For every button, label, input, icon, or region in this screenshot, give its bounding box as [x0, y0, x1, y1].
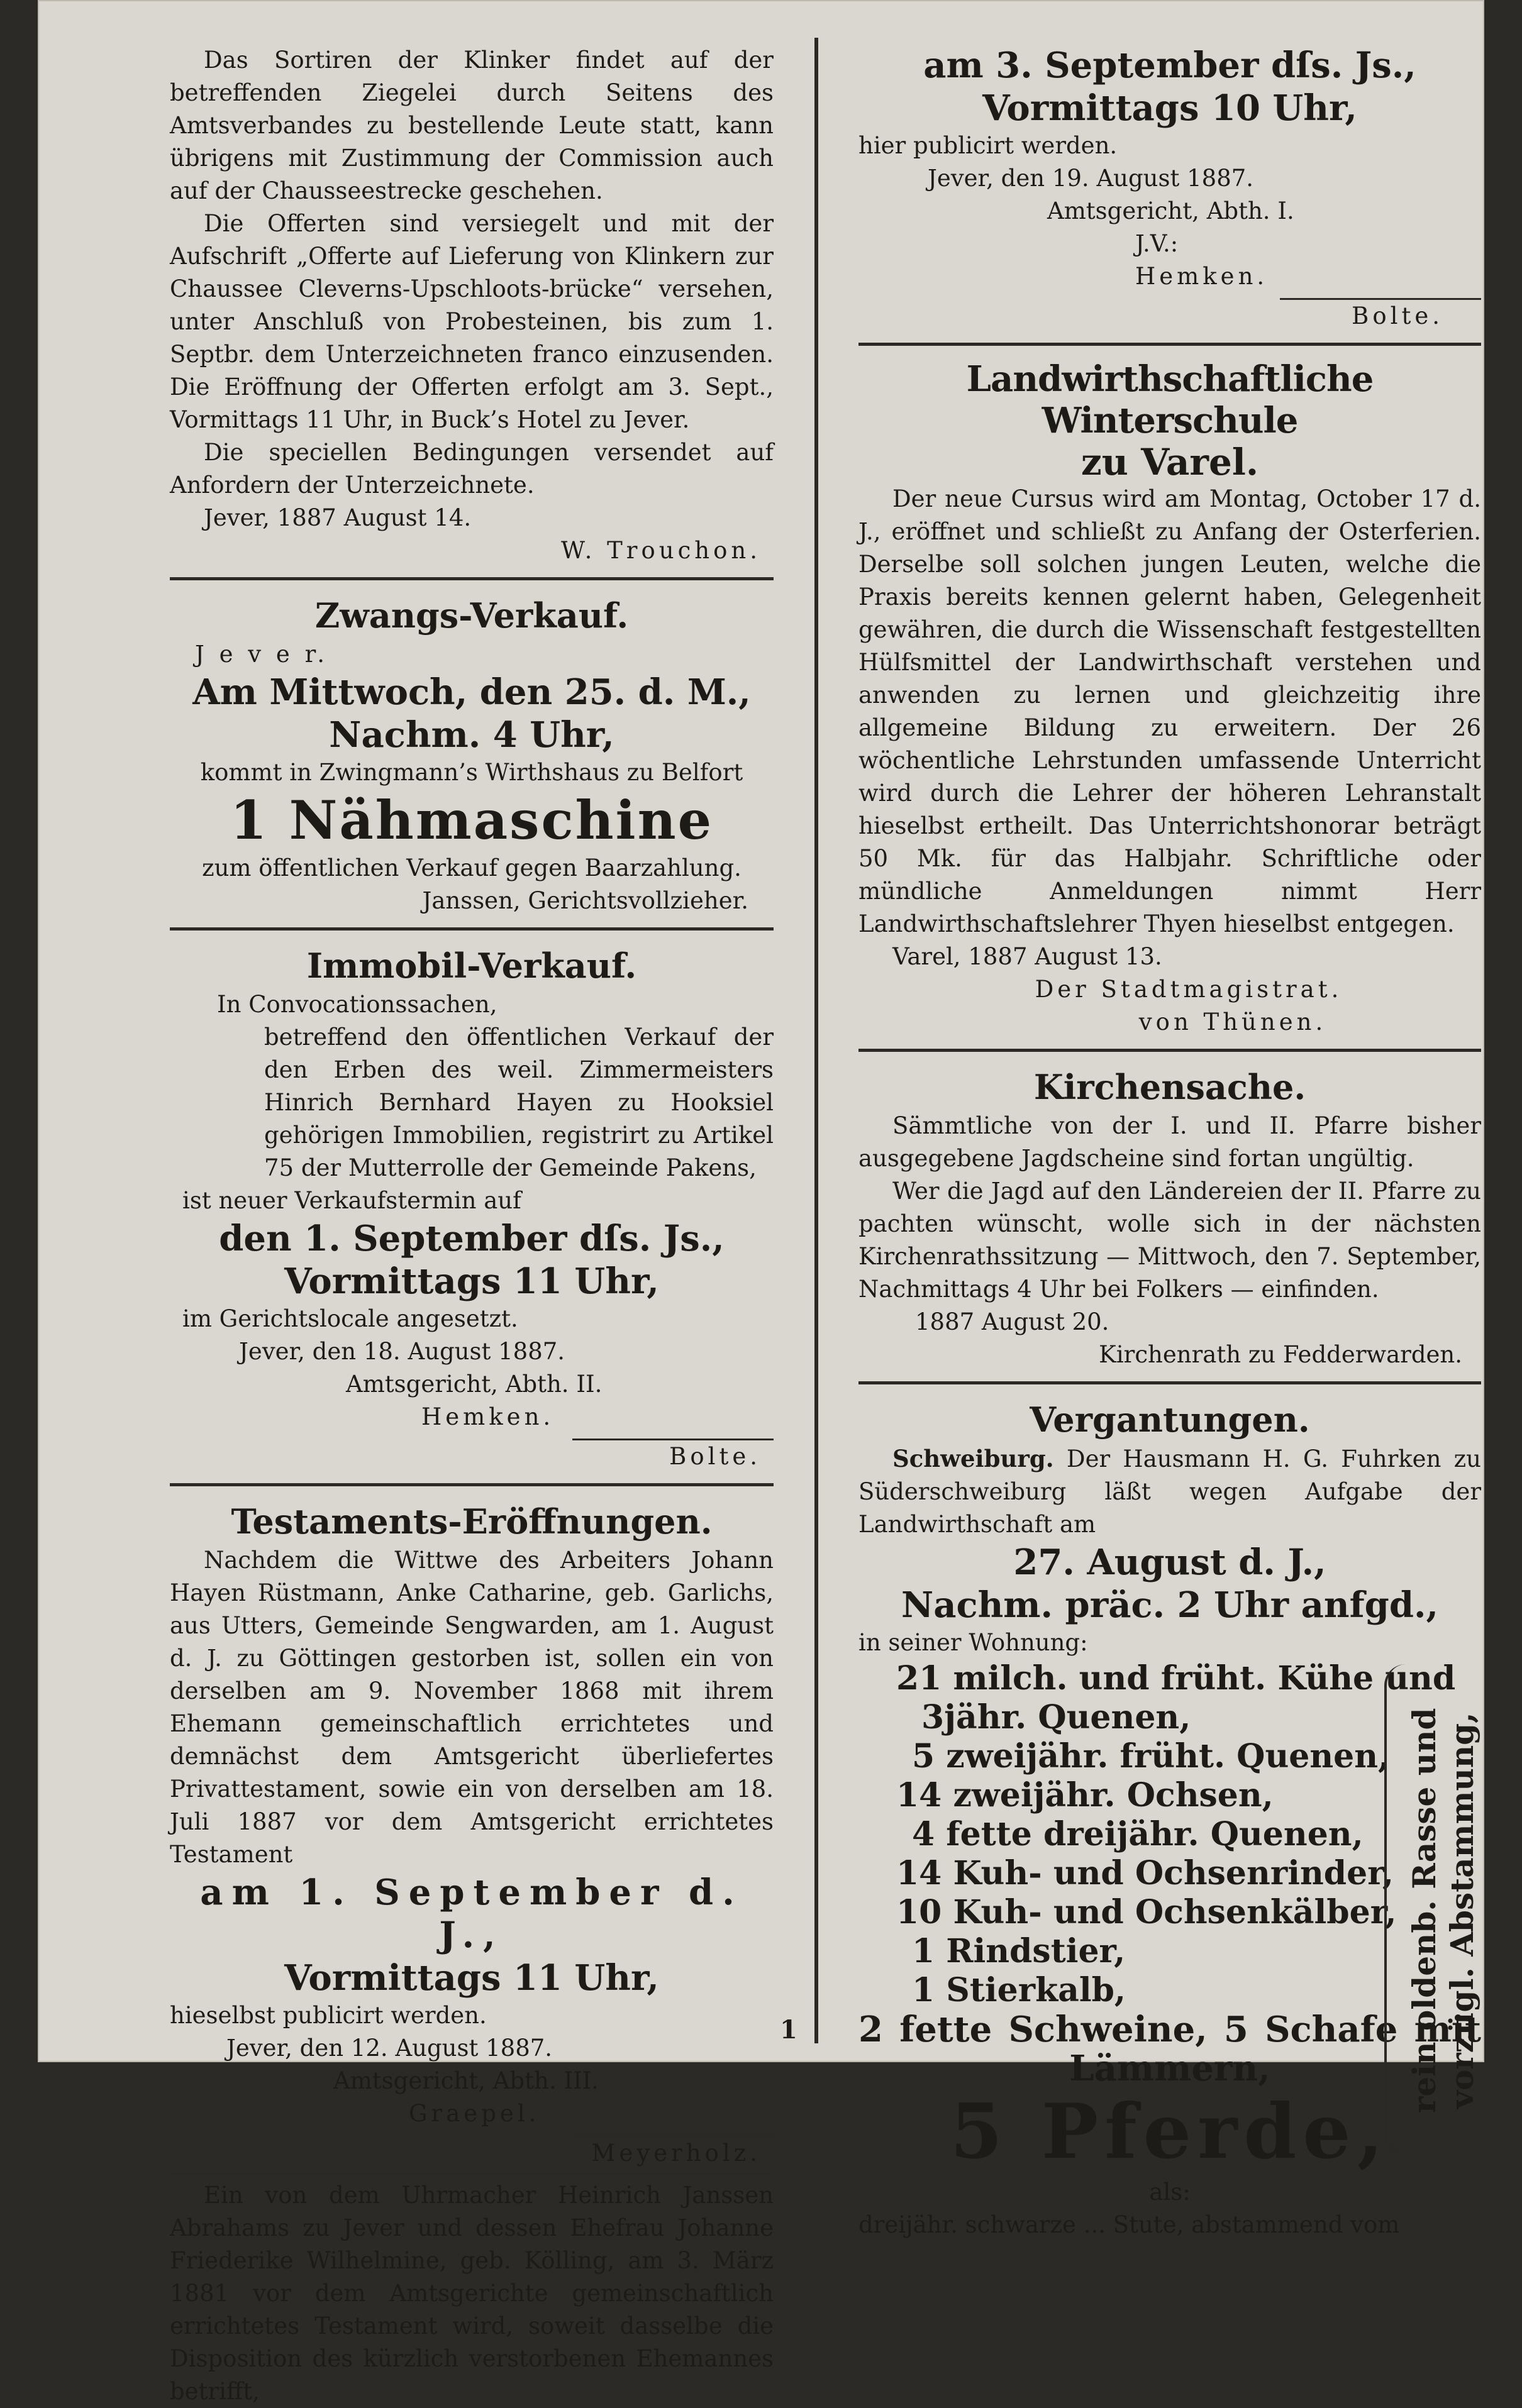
section-rule	[170, 577, 774, 580]
publication-text: hier publicirt werden.	[858, 132, 1118, 159]
klinker-date: Jever, 1887 August 14.	[204, 504, 472, 531]
immobil-verkauf-text-1: In Convocationssachen,	[217, 991, 497, 1018]
kirchensache-text-2: Wer die Jagd auf den Ländereien der II. Pfarre zu pachten wünscht, wolle sich in der nächsten Kirchenrathssitzung — Mittwoch, den 7. September, Nachmittags 4 Uhr bei Folkers — einfinden.	[858, 1178, 1481, 1303]
section-rule	[858, 1049, 1481, 1052]
list-item: 3jähr. Quenen,	[921, 1698, 1191, 1737]
vergantungen-horses: 5 Pferde,	[950, 2087, 1390, 2176]
immobil-verkauf-time: Vormittags 11 Uhr,	[284, 1261, 659, 1302]
curly-brace	[1384, 1664, 1406, 2155]
vergantungen-line-3: 2 fette Schweine, 5 Schafe mit	[858, 2009, 1481, 2050]
kirchensache-title: Kirchensache.	[1033, 1067, 1306, 1107]
publication-signature-2: Bolte.	[1352, 302, 1443, 329]
immobil-verkauf-date: den 1. September dſs. Js.,	[219, 1218, 725, 1259]
list-item: 1 Stierkalb,	[912, 1971, 1126, 2009]
testament-notice	[170, 1499, 774, 2408]
zwangs-verkauf-text-1: kommt in Zwingmann’s Wirthshaus zu Belfort	[200, 759, 743, 786]
testament-text-1: Nachdem die Wittwe des Arbeiters Johann Hayen Rüstmann, Anke Catharine, geb. Garlichs, aus Utters, Gemeinde Sengwarden, am 1. August d. J. zu Göttingen gestorben ist, sollen ein von derselben am 9. November 1868 mit ihrem Ehemann gemeinschaftlich errichtetes und demnächst dem Amtsgericht überliefertes Privattestament, sowie ein von derselben am 18. Juli 1887 vor dem Amtsgericht errichtetes Testament	[170, 1547, 774, 1868]
vergantungen-lead: Schweiburg.	[892, 1445, 1054, 1472]
winterschule-signature-1: Der Stadtmagistrat.	[1035, 976, 1343, 1003]
testament-court: Amtsgericht, Abth. III.	[333, 2067, 599, 2094]
vergantungen-title: Vergantungen.	[1030, 1400, 1310, 1440]
section-rule	[170, 1483, 774, 1486]
publication-date: am 3. September dſs. Js.,	[923, 45, 1416, 86]
klinker-paragraph-3: Die speciellen Bedingungen versendet auf Anfordern der Unterzeichnete.	[170, 439, 774, 499]
right-column	[858, 44, 1481, 2241]
zwangs-verkauf-time: Nachm. 4 Uhr,	[329, 714, 614, 756]
section-rule	[170, 927, 774, 931]
immobil-verkauf-signature-1: Hemken.	[421, 1403, 555, 1430]
livestock-side-note: rein oldenb. Rasse und vorzügl. Abstammung,	[1406, 1708, 1480, 2114]
left-column	[170, 44, 774, 2408]
vergantungen-text-1	[858, 1442, 1481, 1541]
testament-signature-2: Meyerholz.	[591, 2140, 761, 2167]
zwangs-verkauf-item: 1 Nähmaschine	[230, 789, 714, 851]
zwangs-verkauf-title: Zwangs-Verkauf.	[314, 595, 629, 636]
immobil-verkauf-court: Amtsgericht, Abth. II.	[346, 1371, 603, 1398]
scan-edge	[1484, 0, 1522, 2090]
section-rule	[170, 2172, 774, 2174]
kirchensache-date: 1887 August 20.	[915, 1308, 1109, 1335]
testament-text-3: Ein von dem Uhrmacher Heinrich Janssen Abrahams zu Jever und dessen Ehefrau Johanne Friederike Wilhelmine, geb. Kölling, am 3. März 1881 vor dem Amtsgerichte gemeinschaftlich errichtetes Testament wird, soweit dasselbe die Disposition des kürzlich verstorbenen Ehemannes betrifft,	[170, 2182, 774, 2405]
zwangs-verkauf-signature: Janssen, Gerichtsvollzieher.	[422, 887, 748, 914]
kirchensache-notice	[858, 1064, 1481, 1371]
publication-iv: J.V.:	[1135, 230, 1179, 257]
klinker-signature: W. Trouchon.	[561, 537, 761, 564]
kirchensache-signature: Kirchenrath zu Fedderwarden.	[1099, 1341, 1462, 1368]
immobil-verkauf-signature-2: Bolte.	[669, 1443, 761, 1470]
klinker-paragraph-1: Das Sortiren der Klinker findet auf der betreffenden Ziegelei durch Seitens des Amtsverbandes zu bestellende Leute statt, kann übrigens mit Zustimmung der Commission auch auf der Chausseestrecke geschehen.	[170, 47, 774, 204]
winterschule-date: Varel, 1887 August 13.	[892, 943, 1162, 970]
publication-notice	[858, 44, 1481, 333]
vergantungen-line-4: Lämmern,	[1069, 2048, 1270, 2089]
vergantungen-notice	[858, 1397, 1481, 2241]
column-tick-mark: 1	[780, 2015, 797, 2045]
testament-place-date: Jever, den 12. August 1887.	[226, 2035, 553, 2062]
list-item: 4 fette dreijähr. Quenen,	[912, 1815, 1364, 1853]
winterschule-text: Der neue Cursus wird am Montag, October 17 d. J., eröffnet und schließt zu Anfang der Osterferien. Derselbe soll solchen jungen Leuten, welche die Praxis bereits kennen gelernt haben, Gelegenheit gewähren, die durch die Wissenschaft festgestellten Hülfsmittel der Landwirthschaft verstehen und anwenden zu lernen und gleichzeitig ihre allgemeine Bildung zu erweitern. Der 26 wöchentliche Lehrstunden umfassende Unterricht wird durch die Lehrer der höheren Lehranstalt hieselbst ertheilt. Das Unterrichtshonorar beträgt 50 Mk. für das Halbjahr. Schriftliche oder mündliche Anmeldungen nimmt Herr Landwirthschaftslehrer Thyen hieselbst entgegen.	[858, 485, 1481, 937]
testament-signature-1: Graepel.	[409, 2100, 540, 2127]
kirchensache-text-1: Sämmtliche von der I. und II. Pfarre bisher ausgegebene Jagdscheine sind fortan ungültig.	[858, 1112, 1481, 1172]
section-rule	[858, 343, 1481, 346]
testament-time: Vormittags 11 Uhr,	[284, 1957, 659, 1999]
publication-signature-1: Hemken.	[1135, 263, 1269, 290]
winterschule-signature-2: von Thünen.	[1138, 1008, 1327, 1036]
list-item: 14 Kuh- und Ochsenrinder,	[896, 1854, 1394, 1892]
publication-time: Vormittags 10 Uhr,	[982, 87, 1357, 129]
immobil-verkauf-title: Immobil-Verkauf.	[306, 946, 637, 986]
immobil-verkauf-text-4: im Gerichtslocale angesetzt.	[182, 1305, 518, 1332]
testament-title: Testaments-Eröffnungen.	[231, 1501, 713, 1542]
section-rule	[858, 1381, 1481, 1384]
publication-court: Amtsgericht, Abth. I.	[1047, 197, 1294, 224]
list-item: 5 zweijähr. früht. Quenen,	[912, 1737, 1390, 1776]
vergantungen-time: Nachm. präc. 2 Uhr anfgd.,	[901, 1584, 1438, 1626]
immobil-verkauf-place-date: Jever, den 18. August 1887.	[239, 1338, 565, 1365]
winterschule-subtitle: zu Varel.	[1080, 441, 1259, 483]
testament-text-2: hieselbst publicirt werden.	[170, 2002, 487, 2029]
vergantungen-text-2: in seiner Wohnung:	[858, 1629, 1088, 1656]
list-item: 1 Rindstier,	[912, 1932, 1126, 1970]
vergantungen-date: 27. August d. J.,	[1013, 1542, 1326, 1583]
winterschule-notice	[858, 358, 1481, 1039]
vergantungen-last-line: dreijähr. schwarze ... Stute, abstammend vom	[858, 2211, 1400, 2238]
winterschule-title: Landwirthschaftliche Winterschule	[966, 358, 1374, 441]
zwangs-verkauf-place: J e v e r.	[195, 641, 328, 668]
zwangs-verkauf-text-2: zum öffentlichen Verkauf gegen Baarzahlung.	[202, 854, 742, 881]
immobil-verkauf-text-3: ist neuer Verkaufstermin auf	[182, 1187, 521, 1214]
list-item: 10 Kuh- und Ochsenkälber,	[896, 1893, 1397, 1931]
publication-place-date: Jever, den 19. August 1887.	[928, 165, 1254, 192]
column-divider	[814, 38, 818, 2043]
list-item: 21 milch. und früht. Kühe und	[896, 1659, 1456, 1698]
immobil-verkauf-notice	[170, 943, 774, 1473]
klinker-paragraph-2: Die Offerten sind versiegelt und mit der Aufschrift „Offerte auf Lieferung von Klinkern zur Chaussee Cleverns-Upschloots-brücke“ versehen, unter Anschluß von Probesteinen, bis zum 1. Septbr. dem Unterzeichneten franco einzusenden. Die Eröffnung der Offerten erfolgt am 3. Sept., Vormittags 11 Uhr, in Buck’s Hotel zu Jever.	[170, 210, 774, 433]
zwangs-verkauf-notice	[170, 593, 774, 917]
immobil-verkauf-text-2: betreffend den öffentlichen Verkauf der den Erben des weil. Zimmermeisters Hinrich Bernhard Hayen zu Hooksiel gehörigen Immobilien, registrirt zu Artikel 75 der Mutterrolle der Gemeinde Pakens,	[264, 1024, 774, 1181]
vergantungen-text-1-body: Der Hausmann H. G. Fuhrken zu Süderschweiburg läßt wegen Aufgabe der Landwirthschaft am	[858, 1445, 1481, 1538]
zwangs-verkauf-date: Am Mittwoch, den 25. d. M.,	[192, 671, 751, 713]
vergantungen-als: als:	[1149, 2179, 1191, 2206]
list-item: 14 zweijähr. Ochsen,	[896, 1776, 1274, 1814]
testament-date: am 1. September d. J.,	[200, 1872, 743, 1956]
